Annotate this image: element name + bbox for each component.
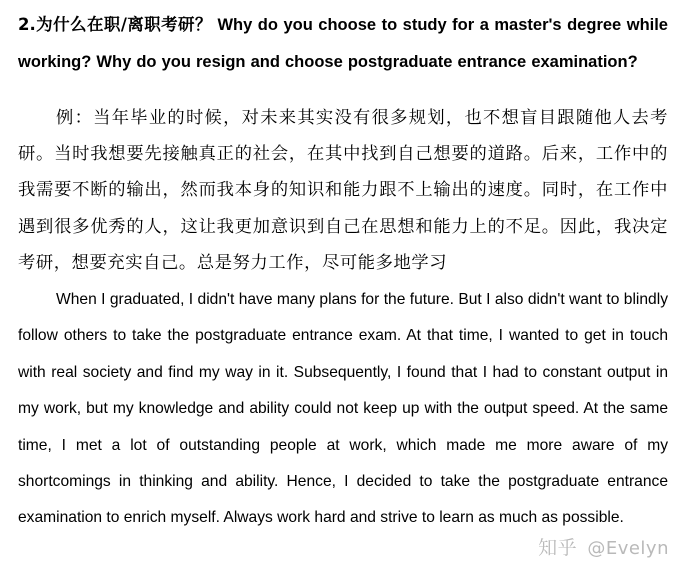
watermark-logo: 知乎 <box>538 537 578 559</box>
question-heading <box>18 6 668 81</box>
question-english: Why do you choose to study for a master's degree while working? Why do you resign and choose postgraduate entrance examination? <box>18 16 668 71</box>
answer-paragraph-cn: 例：当年毕业的时候，对未来其实没有很多规划，也不想盲目跟随他人去考研。当时我想要先接触真正的社会，在其中找到自己想要的道路。后来，工作中的我需要不断的输出，然而我本身的知识和能力跟不上输出的速度。同时，在工作中遇到很多优秀的人，这让我更加意识到自己在思想和能力上的不足。因此，我决定考研，想要充实自己。总是努力工作，尽可能多地学习 <box>18 108 668 273</box>
answer-paragraph-en: When I graduated, I didn't have many plans for the future. But I also didn't want to blindly follow others to take the postgraduate entrance exam. At that time, I wanted to get in touch with real society and find my way in it. Subsequently, I found that I had to constant output in my work, but my knowledge and ability could not keep up with the output speed. At the same time, I met a lot of outstanding people at work, which made me more aware of my shortcomings in thinking and ability. Hence, I decided to take the postgraduate entrance examination to enrich myself. Always work hard and strive to learn as much as possible. <box>18 291 668 527</box>
watermark-handle: @Evelyn <box>587 538 669 559</box>
zhihu-watermark <box>538 533 669 560</box>
question-number-cn: 2.为什么在职/离职考研？ <box>18 15 212 34</box>
